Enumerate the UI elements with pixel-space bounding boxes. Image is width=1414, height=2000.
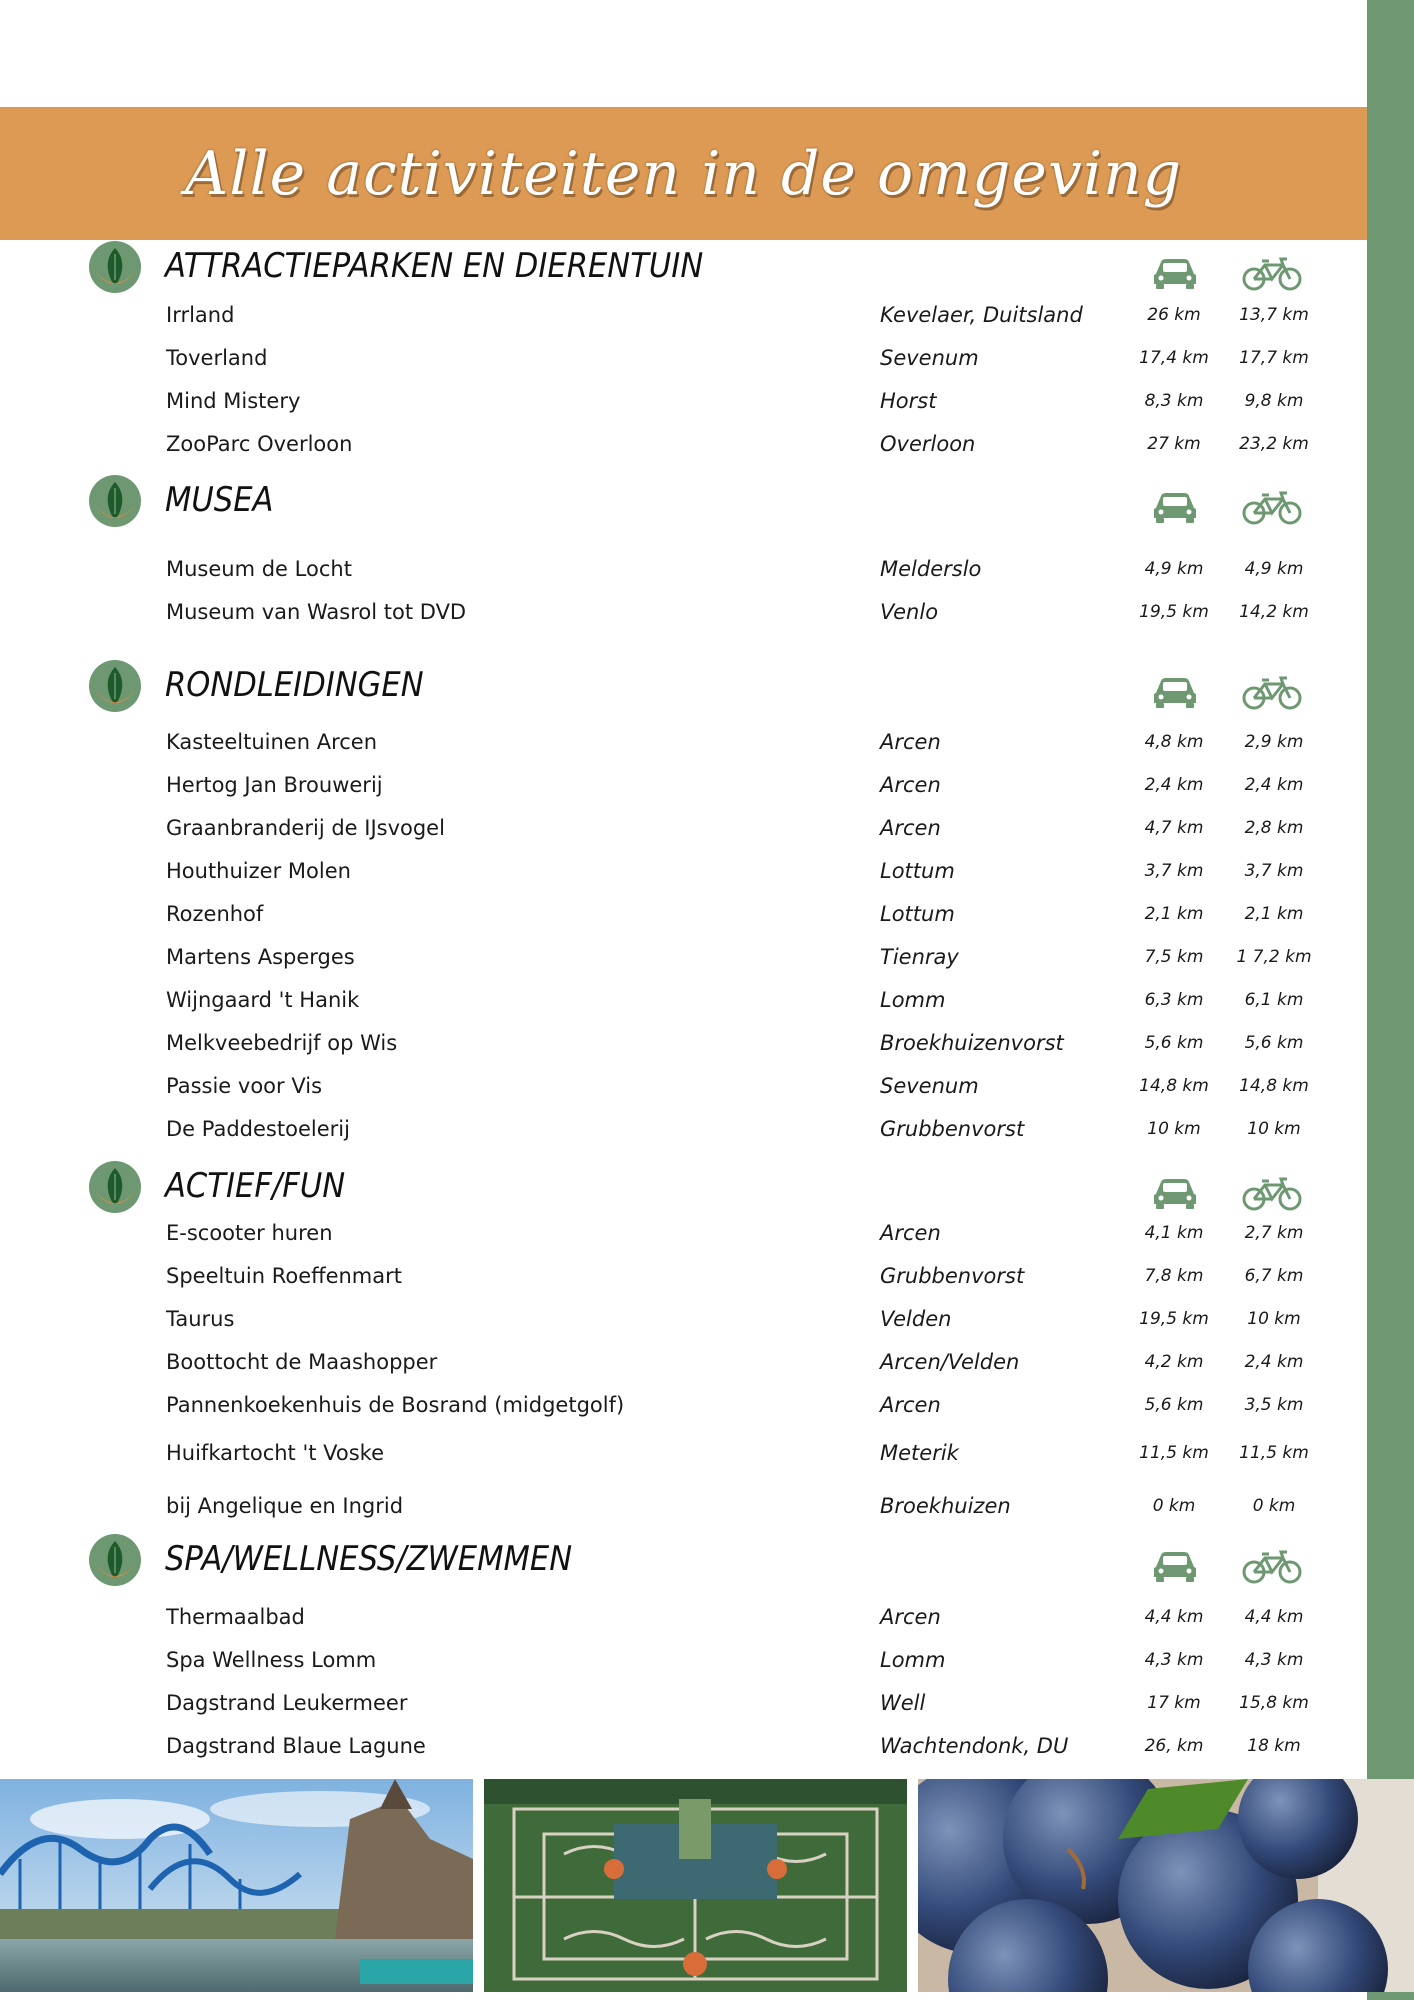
activity-location: Arcen — [880, 1221, 941, 1245]
activity-name: Thermaalbad — [166, 1605, 305, 1629]
activity-row — [0, 1307, 1367, 1337]
leaf-logo-icon — [88, 1160, 142, 1214]
car-distance: 27 km — [1147, 434, 1201, 454]
bike-distance: 3,7 km — [1244, 861, 1304, 881]
activity-row — [0, 600, 1367, 630]
activity-name: Boottocht de Maashopper — [166, 1350, 438, 1374]
leaf-logo-icon — [88, 1533, 142, 1587]
activity-name: Martens Asperges — [166, 945, 355, 969]
activity-name: Dagstrand Blaue Lagune — [166, 1734, 426, 1758]
bike-distance: 2,4 km — [1244, 1352, 1304, 1372]
section-title: MUSEA — [165, 480, 274, 520]
activity-name: Passie voor Vis — [166, 1074, 323, 1098]
activity-name: De Paddestoelerij — [166, 1117, 350, 1141]
activity-row — [0, 346, 1367, 376]
bike-distance: 2,7 km — [1244, 1223, 1304, 1243]
bike-distance: 9,8 km — [1244, 391, 1304, 411]
car-distance: 7,5 km — [1144, 947, 1204, 967]
activity-name: Kasteeltuinen Arcen — [166, 730, 378, 754]
activity-row — [0, 389, 1367, 419]
activity-row — [0, 816, 1367, 846]
section-title: ATTRACTIEPARKEN EN DIERENTUIN — [165, 246, 704, 286]
car-distance: 8,3 km — [1144, 391, 1204, 411]
activity-row — [0, 1074, 1367, 1104]
car-distance: 26 km — [1147, 305, 1201, 325]
activity-name: Melkveebedrijf op Wis — [166, 1031, 398, 1055]
activity-name: Museum van Wasrol tot DVD — [166, 600, 467, 624]
activity-location: Lomm — [880, 988, 946, 1012]
bike-distance: 5,6 km — [1244, 1033, 1304, 1053]
activity-row — [0, 988, 1367, 1018]
car-distance: 3,7 km — [1144, 861, 1204, 881]
car-distance: 10 km — [1147, 1119, 1201, 1139]
bike-distance: 2,4 km — [1244, 775, 1304, 795]
activity-location: Grubbenvorst — [880, 1117, 1025, 1141]
activity-location: Horst — [880, 389, 937, 413]
activity-name: bij Angelique en Ingrid — [166, 1494, 404, 1518]
bicycle-icon — [1241, 256, 1303, 292]
activity-name: Rozenhof — [166, 902, 264, 926]
activity-location: Wachtendonk, DU — [880, 1734, 1069, 1758]
activity-location: Arcen/Velden — [880, 1350, 1020, 1374]
car-distance: 4,3 km — [1144, 1650, 1204, 1670]
car-distance: 4,9 km — [1144, 559, 1204, 579]
bike-distance: 4,9 km — [1244, 559, 1304, 579]
rollercoaster-photo — [0, 1779, 473, 1992]
car-icon — [1152, 490, 1198, 524]
car-distance: 17,4 km — [1139, 348, 1209, 368]
activity-name: ZooParc Overloon — [166, 432, 353, 456]
car-distance: 17 km — [1147, 1693, 1201, 1713]
car-distance: 19,5 km — [1139, 1309, 1209, 1329]
leaf-logo-icon — [88, 659, 142, 713]
car-distance: 5,6 km — [1144, 1033, 1204, 1053]
activity-row — [0, 1648, 1367, 1678]
bike-distance: 10 km — [1247, 1309, 1301, 1329]
activity-location: Grubbenvorst — [880, 1264, 1025, 1288]
activity-name: Museum de Locht — [166, 557, 352, 581]
activity-row — [0, 1393, 1367, 1423]
car-distance: 4,2 km — [1144, 1352, 1204, 1372]
activity-location: Arcen — [880, 1605, 941, 1629]
bike-distance: 2,9 km — [1244, 732, 1304, 752]
activity-row — [0, 1264, 1367, 1294]
activity-name: Hertog Jan Brouwerij — [166, 773, 383, 797]
activity-row — [0, 557, 1367, 587]
car-distance: 4,1 km — [1144, 1223, 1204, 1243]
activity-location: Lottum — [880, 902, 955, 926]
car-distance: 0 km — [1152, 1496, 1196, 1516]
activity-location: Broekhuizenvorst — [880, 1031, 1064, 1055]
activity-location: Sevenum — [880, 1074, 979, 1098]
activity-row — [0, 902, 1367, 932]
bike-distance: 2,8 km — [1244, 818, 1304, 838]
castle-garden-photo — [484, 1779, 907, 1992]
section-title: SPA/WELLNESS/ZWEMMEN — [165, 1539, 573, 1579]
activity-location: Arcen — [880, 730, 941, 754]
car-distance: 4,8 km — [1144, 732, 1204, 752]
activity-row — [0, 303, 1367, 333]
activity-location: Lottum — [880, 859, 955, 883]
activity-row — [0, 859, 1367, 889]
bike-distance: 4,3 km — [1244, 1650, 1304, 1670]
car-icon — [1152, 1176, 1198, 1210]
bike-distance: 6,7 km — [1244, 1266, 1304, 1286]
photo-strip — [0, 1779, 1414, 1992]
bike-distance: 15,8 km — [1239, 1693, 1309, 1713]
leaf-logo-icon — [88, 474, 142, 528]
activity-name: Speeltuin Roeffenmart — [166, 1264, 403, 1288]
bike-distance: 10 km — [1247, 1119, 1301, 1139]
car-icon — [1152, 1549, 1198, 1583]
activity-name: Taurus — [166, 1307, 235, 1331]
section-title: ACTIEF/FUN — [165, 1166, 346, 1206]
activity-name: Huifkartocht 't Voske — [166, 1441, 385, 1465]
activity-location: Sevenum — [880, 346, 979, 370]
activity-location: Lomm — [880, 1648, 946, 1672]
activity-row — [0, 1734, 1367, 1764]
activity-location: Velden — [880, 1307, 952, 1331]
page-title: Alle activiteiten in de omgeving — [184, 138, 1183, 209]
car-distance: 5,6 km — [1144, 1395, 1204, 1415]
activity-row — [0, 1031, 1367, 1061]
bike-distance: 14,2 km — [1239, 602, 1309, 622]
activity-name: Toverland — [166, 346, 268, 370]
bike-distance: 2,1 km — [1244, 904, 1304, 924]
activity-name: Irrland — [166, 303, 235, 327]
car-distance: 4,4 km — [1144, 1607, 1204, 1627]
activity-name: Mind Mistery — [166, 389, 301, 413]
activity-row — [0, 1691, 1367, 1721]
activity-location: Venlo — [880, 600, 939, 624]
bike-distance: 3,5 km — [1244, 1395, 1304, 1415]
activity-row — [0, 945, 1367, 975]
activity-name: Houthuizer Molen — [166, 859, 351, 883]
activity-name: Wijngaard 't Hanik — [166, 988, 360, 1012]
car-distance: 7,8 km — [1144, 1266, 1204, 1286]
car-distance: 6,3 km — [1144, 990, 1204, 1010]
bicycle-icon — [1241, 675, 1303, 711]
activity-location: Arcen — [880, 773, 941, 797]
activity-location: Overloon — [880, 432, 976, 456]
car-icon — [1152, 256, 1198, 290]
activity-location: Meterik — [880, 1441, 959, 1465]
activity-name: Pannenkoekenhuis de Bosrand (midgetgolf) — [166, 1393, 625, 1417]
section-title: RONDLEIDINGEN — [165, 665, 424, 705]
activity-name: E-scooter huren — [166, 1221, 333, 1245]
title-banner — [0, 107, 1367, 240]
activity-name: Graanbranderij de IJsvogel — [166, 816, 445, 840]
activity-location: Well — [880, 1691, 926, 1715]
plums-photo — [918, 1779, 1414, 1992]
activity-location: Tienray — [880, 945, 959, 969]
bicycle-icon — [1241, 1176, 1303, 1212]
activity-row — [0, 432, 1367, 462]
bike-distance: 4,4 km — [1244, 1607, 1304, 1627]
car-distance: 11,5 km — [1139, 1443, 1209, 1463]
bike-distance: 23,2 km — [1239, 434, 1309, 454]
activity-location: Arcen — [880, 1393, 941, 1417]
activity-row — [0, 773, 1367, 803]
activity-row — [0, 1117, 1367, 1147]
side-accent-stripe — [1367, 0, 1414, 2000]
activity-location: Melderslo — [880, 557, 982, 581]
bike-distance: 0 km — [1252, 1496, 1296, 1516]
car-distance: 2,1 km — [1144, 904, 1204, 924]
bike-distance: 18 km — [1247, 1736, 1301, 1756]
activity-row — [0, 1441, 1367, 1471]
activity-location: Kevelaer, Duitsland — [880, 303, 1083, 327]
activity-row — [0, 1350, 1367, 1380]
activity-row — [0, 730, 1367, 760]
bike-distance: 11,5 km — [1239, 1443, 1309, 1463]
car-distance: 4,7 km — [1144, 818, 1204, 838]
activity-name: Dagstrand Leukermeer — [166, 1691, 408, 1715]
activity-location: Arcen — [880, 816, 941, 840]
car-icon — [1152, 675, 1198, 709]
car-distance: 19,5 km — [1139, 602, 1209, 622]
activity-row — [0, 1605, 1367, 1635]
bike-distance: 17,7 km — [1239, 348, 1309, 368]
activity-row — [0, 1221, 1367, 1251]
activity-row — [0, 1494, 1367, 1524]
activity-name: Spa Wellness Lomm — [166, 1648, 377, 1672]
bike-distance: 13,7 km — [1239, 305, 1309, 325]
activity-location: Broekhuizen — [880, 1494, 1011, 1518]
leaf-logo-icon — [88, 240, 142, 294]
bicycle-icon — [1241, 490, 1303, 526]
car-distance: 14,8 km — [1139, 1076, 1209, 1096]
bicycle-icon — [1241, 1549, 1303, 1585]
bike-distance: 14,8 km — [1239, 1076, 1309, 1096]
car-distance: 2,4 km — [1144, 775, 1204, 795]
bike-distance: 6,1 km — [1244, 990, 1304, 1010]
bike-distance: 1 7,2 km — [1236, 947, 1312, 967]
car-distance: 26, km — [1144, 1736, 1204, 1756]
